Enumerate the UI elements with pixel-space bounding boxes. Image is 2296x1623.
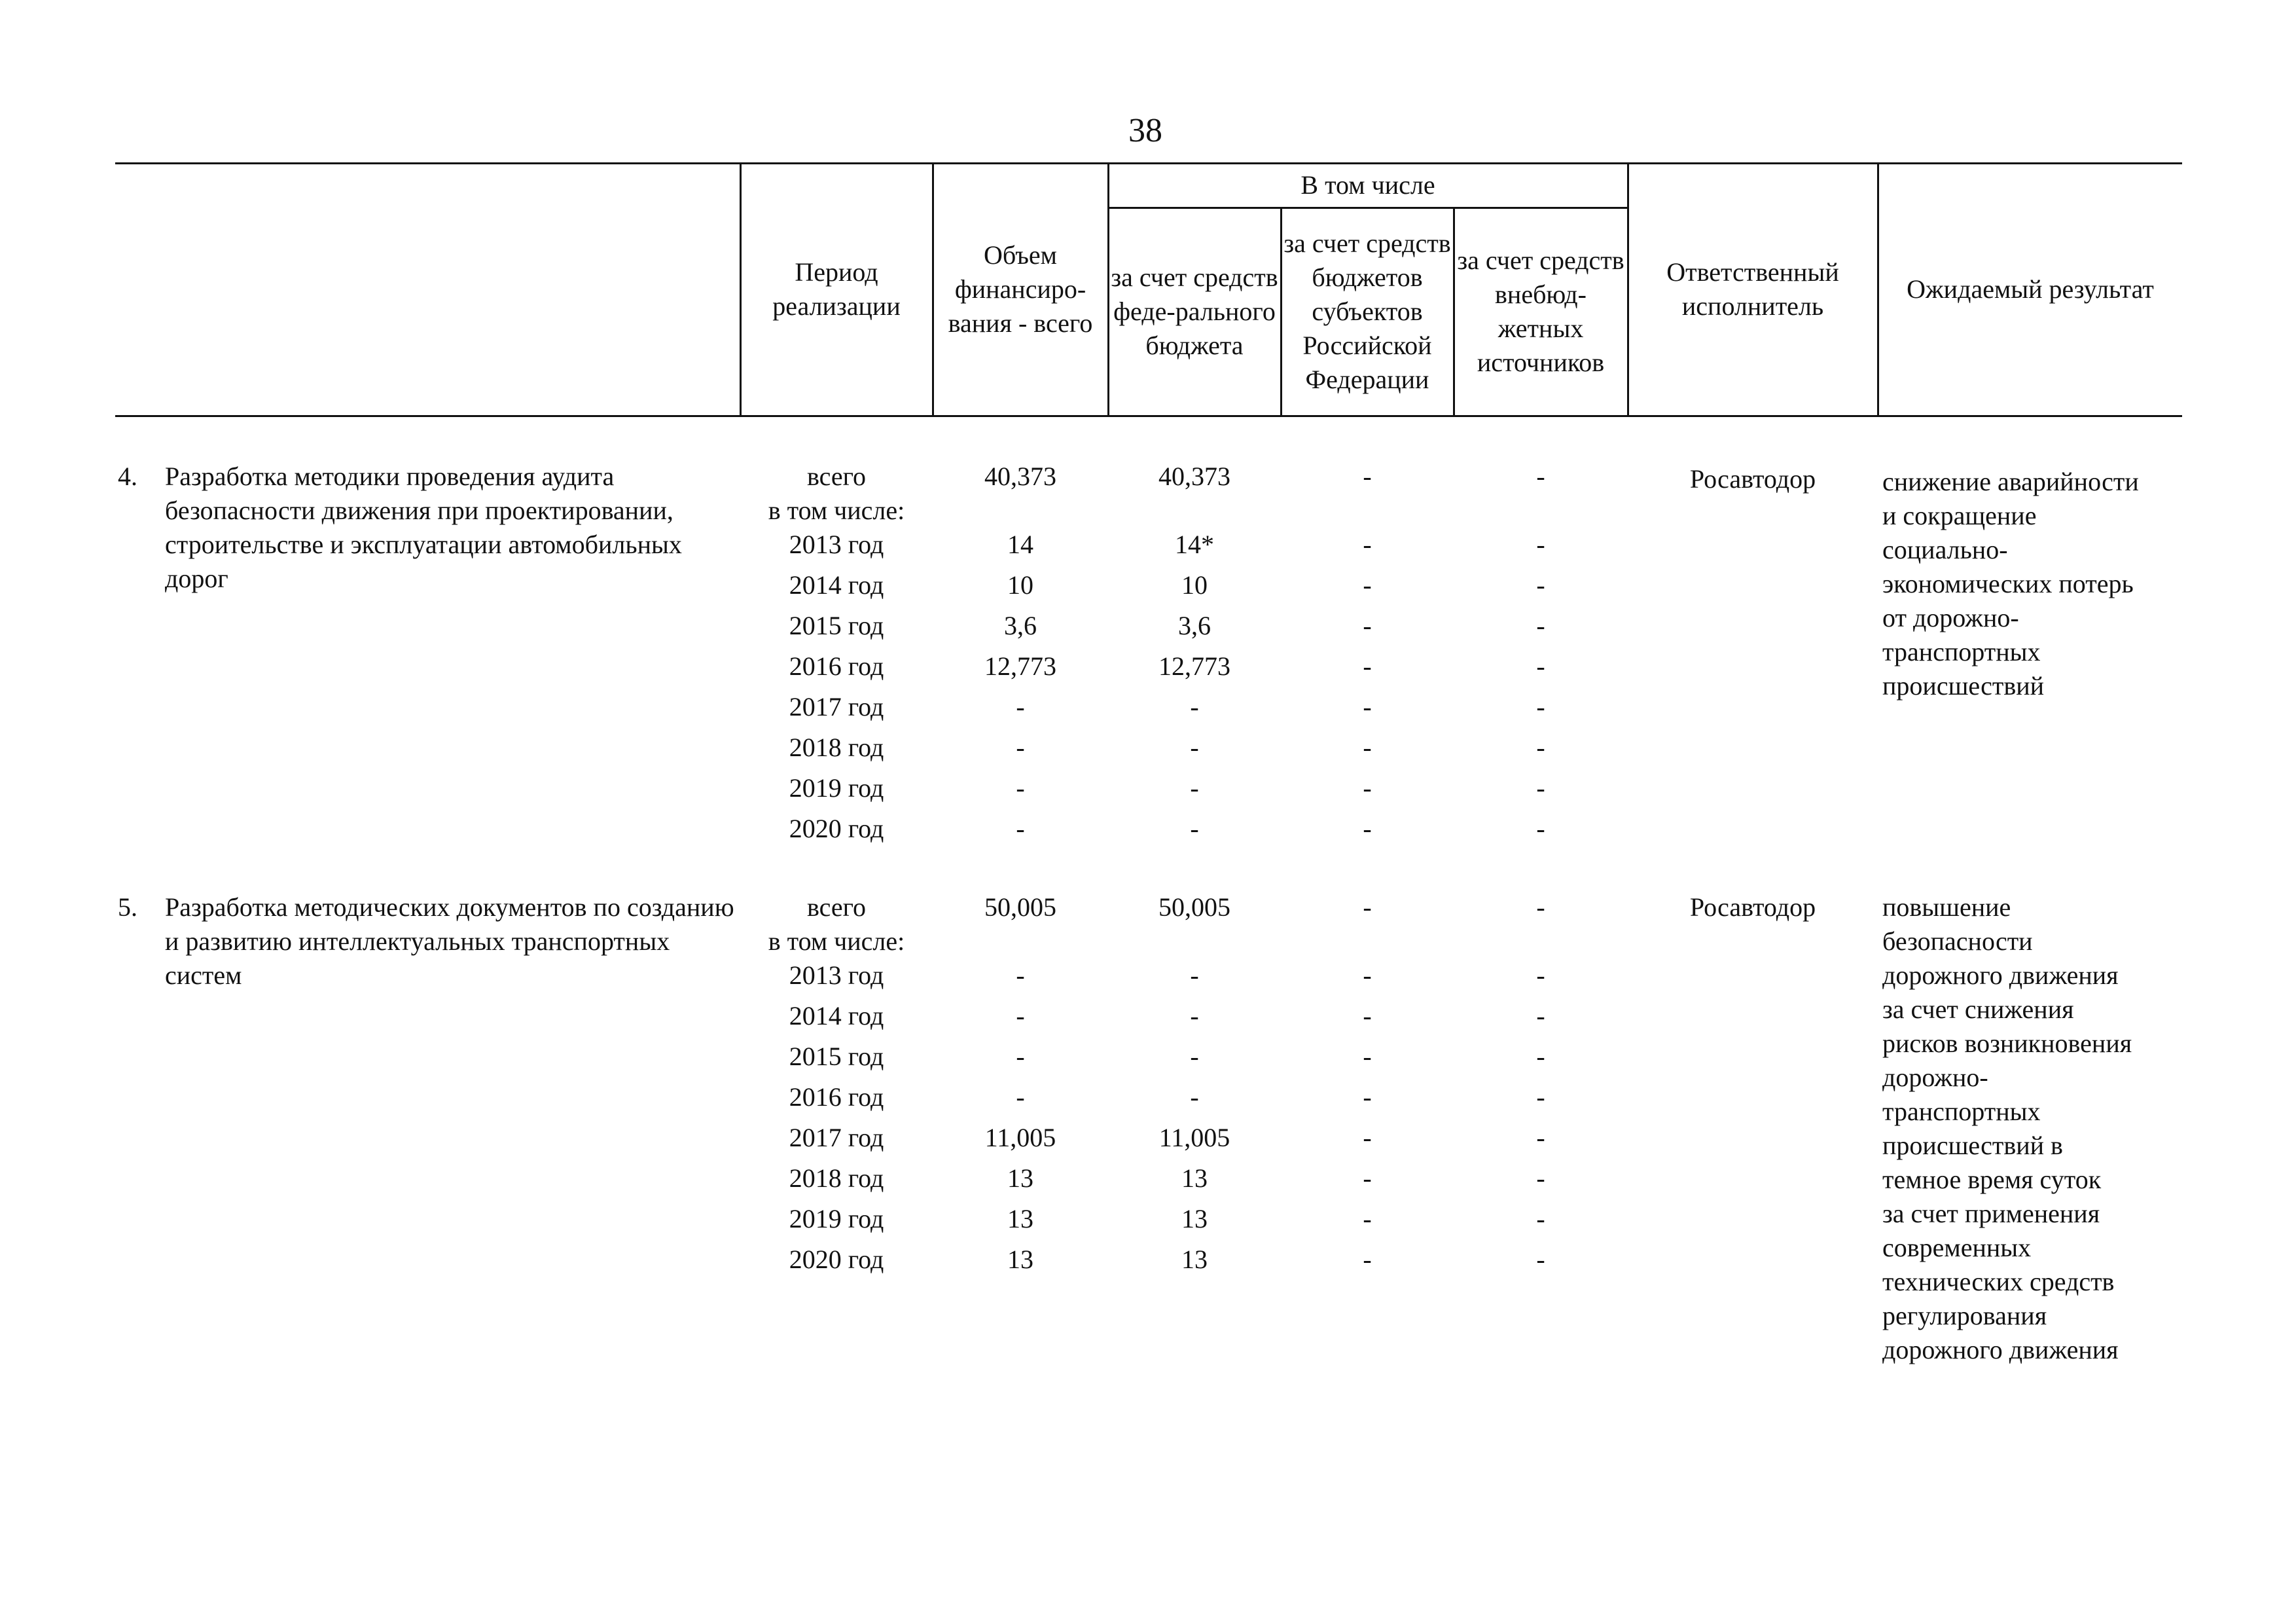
total-cell: 50,005 bbox=[984, 892, 1056, 922]
section-title: Разработка методики проведения аудита безопасности движения при проектировании, строительстве и эксплуатации автомобильных дорог bbox=[165, 462, 682, 593]
result-line: снижение аварийности bbox=[1882, 467, 2139, 496]
result-line: дорожного движения bbox=[1882, 1335, 2119, 1364]
regional-cell: - bbox=[1363, 1245, 1372, 1274]
regional-cell: - bbox=[1363, 892, 1372, 922]
extra-cell: - bbox=[1536, 814, 1545, 843]
regional-cell: - bbox=[1363, 651, 1372, 681]
federal-cell: 12,773 bbox=[1158, 651, 1230, 681]
result-line: транспортных bbox=[1882, 637, 2041, 666]
total-cell: - bbox=[1016, 1042, 1025, 1071]
result-line: происшествий в bbox=[1882, 1131, 2063, 1160]
extra-cell: - bbox=[1536, 892, 1545, 922]
col-divider-7 bbox=[1877, 164, 1879, 416]
extra-cell: - bbox=[1536, 733, 1545, 762]
period-cell: 2018 год bbox=[789, 1163, 884, 1193]
federal-cell: 13 bbox=[1181, 1163, 1208, 1193]
federal-cell: 13 bbox=[1181, 1245, 1208, 1274]
extra-cell: - bbox=[1536, 1123, 1545, 1152]
period-cell: 2015 год bbox=[789, 1042, 884, 1071]
period-cell: 2020 год bbox=[789, 1245, 884, 1274]
result-line: и сокращение bbox=[1882, 501, 2037, 530]
federal-cell: - bbox=[1190, 1042, 1199, 1071]
extra-cell: - bbox=[1536, 692, 1545, 721]
table-row bbox=[0, 1080, 2296, 1121]
extra-cell: - bbox=[1536, 1245, 1545, 1274]
col-divider-4 bbox=[1280, 208, 1282, 416]
result-line: происшествий bbox=[1882, 671, 2045, 701]
col-divider-1 bbox=[740, 164, 742, 416]
total-cell: 11,005 bbox=[984, 1123, 1056, 1152]
period-cell: 2018 год bbox=[789, 733, 884, 762]
total-cell: - bbox=[1016, 773, 1025, 803]
federal-cell: 50,005 bbox=[1158, 892, 1230, 922]
extra-cell: - bbox=[1536, 1042, 1545, 1071]
table-row bbox=[0, 649, 2296, 690]
col-divider-5 bbox=[1453, 208, 1455, 416]
header-executor: Ответственный исполнитель bbox=[1666, 257, 1839, 321]
table-row bbox=[0, 958, 2296, 999]
total-cell: 10 bbox=[1007, 570, 1033, 600]
period-cell: всего bbox=[806, 892, 867, 922]
federal-cell: 11,005 bbox=[1158, 1123, 1230, 1152]
total-cell: - bbox=[1016, 814, 1025, 843]
table-row bbox=[0, 528, 2296, 568]
regional-cell: - bbox=[1363, 570, 1372, 600]
table-row bbox=[0, 1243, 2296, 1283]
total-cell: - bbox=[1016, 1001, 1025, 1030]
regional-cell: - bbox=[1363, 814, 1372, 843]
extra-cell: - bbox=[1536, 611, 1545, 640]
header-total: Объем финансиро-вания - всего bbox=[948, 240, 1093, 338]
federal-cell: - bbox=[1190, 1082, 1199, 1112]
result-line: транспортных bbox=[1882, 1097, 2041, 1126]
period-cell: 2013 год bbox=[789, 960, 884, 990]
result-line: повышение bbox=[1882, 892, 2011, 922]
section-number: 5. bbox=[118, 892, 137, 922]
regional-cell: - bbox=[1363, 611, 1372, 640]
total-cell: - bbox=[1016, 733, 1025, 762]
executor: Росавтодор bbox=[1689, 892, 1816, 922]
result-line: экономических потерь bbox=[1882, 569, 2134, 598]
regional-cell: - bbox=[1363, 1001, 1372, 1030]
result-line: дорожно- bbox=[1882, 1063, 1988, 1092]
section-number: 4. bbox=[118, 462, 137, 491]
federal-cell: - bbox=[1190, 733, 1199, 762]
period-cell: 2019 год bbox=[789, 1204, 884, 1233]
federal-cell: 3,6 bbox=[1178, 611, 1211, 640]
total-cell: 14 bbox=[1007, 530, 1033, 559]
federal-cell: 10 bbox=[1181, 570, 1208, 600]
col-divider-6 bbox=[1627, 164, 1629, 416]
total-cell: 13 bbox=[1007, 1204, 1033, 1233]
header-including: В том числе bbox=[1300, 170, 1435, 200]
total-cell: 13 bbox=[1007, 1163, 1033, 1193]
total-cell: 3,6 bbox=[1004, 611, 1037, 640]
header-federal: за счет средств феде-рального бюджета bbox=[1111, 263, 1278, 360]
period-cell: в том числе: bbox=[768, 496, 905, 525]
federal-cell: 14* bbox=[1175, 530, 1214, 559]
including-rule bbox=[1107, 207, 1627, 209]
extra-cell: - bbox=[1536, 960, 1545, 990]
extra-cell: - bbox=[1536, 570, 1545, 600]
table-row bbox=[0, 999, 2296, 1040]
extra-cell: - bbox=[1536, 1001, 1545, 1030]
extra-cell: - bbox=[1536, 530, 1545, 559]
period-cell: 2015 год bbox=[789, 611, 884, 640]
result-line: безопасности bbox=[1882, 926, 2033, 956]
period-cell: 2016 год bbox=[789, 651, 884, 681]
period-cell: 2019 год bbox=[789, 773, 884, 803]
regional-cell: - bbox=[1363, 462, 1372, 491]
federal-cell: - bbox=[1190, 1001, 1199, 1030]
period-cell: 2014 год bbox=[789, 1001, 884, 1030]
period-cell: 2016 год bbox=[789, 1082, 884, 1112]
table-row bbox=[0, 812, 2296, 852]
table-row bbox=[0, 568, 2296, 609]
regional-cell: - bbox=[1363, 733, 1372, 762]
col-divider-2 bbox=[932, 164, 934, 416]
federal-cell: - bbox=[1190, 773, 1199, 803]
table-row bbox=[0, 690, 2296, 731]
result-line: за счет снижения bbox=[1882, 994, 2074, 1024]
period-cell: 2014 год bbox=[789, 570, 884, 600]
extra-cell: - bbox=[1536, 773, 1545, 803]
section-title: Разработка методических документов по созданию и развитию интеллектуальных транспортных систем bbox=[165, 892, 734, 990]
regional-cell: - bbox=[1363, 1163, 1372, 1193]
regional-cell: - bbox=[1363, 530, 1372, 559]
result-line: рисков возникновения bbox=[1882, 1029, 2132, 1058]
regional-cell: - bbox=[1363, 1082, 1372, 1112]
page-number: 38 bbox=[1128, 112, 1162, 149]
extra-cell: - bbox=[1536, 1082, 1545, 1112]
regional-cell: - bbox=[1363, 1042, 1372, 1071]
header-result: Ожидаемый результат bbox=[1907, 274, 2154, 304]
regional-cell: - bbox=[1363, 960, 1372, 990]
regional-cell: - bbox=[1363, 692, 1372, 721]
regional-cell: - bbox=[1363, 1204, 1372, 1233]
period-cell: 2017 год bbox=[789, 1123, 884, 1152]
total-cell: - bbox=[1016, 960, 1025, 990]
federal-cell: - bbox=[1190, 692, 1199, 721]
extra-cell: - bbox=[1536, 1163, 1545, 1193]
result-line: дорожного движения bbox=[1882, 960, 2119, 990]
total-cell: 40,373 bbox=[984, 462, 1056, 491]
regional-cell: - bbox=[1363, 773, 1372, 803]
table-row bbox=[0, 731, 2296, 771]
period-cell: 2013 год bbox=[789, 530, 884, 559]
table-row bbox=[0, 771, 2296, 812]
executor: Росавтодор bbox=[1689, 464, 1816, 494]
period-cell: 2020 год bbox=[789, 814, 884, 843]
header-regional: за счет средств бюджетов субъектов Российской Федерации bbox=[1283, 228, 1451, 394]
result-line: современных bbox=[1882, 1233, 2032, 1262]
table-row bbox=[0, 1202, 2296, 1243]
federal-cell: - bbox=[1190, 960, 1199, 990]
result-line: социально- bbox=[1882, 535, 2008, 564]
table-row bbox=[0, 1161, 2296, 1202]
federal-cell: 13 bbox=[1181, 1204, 1208, 1233]
table-row bbox=[0, 1121, 2296, 1161]
result-line: технических средств bbox=[1882, 1267, 2115, 1296]
period-cell: всего bbox=[806, 462, 867, 491]
header-top-rule bbox=[115, 162, 2182, 164]
header-bottom-rule bbox=[115, 415, 2182, 417]
total-cell: - bbox=[1016, 1082, 1025, 1112]
extra-cell: - bbox=[1536, 1204, 1545, 1233]
period-cell: 2017 год bbox=[789, 692, 884, 721]
federal-cell: 40,373 bbox=[1158, 462, 1230, 491]
extra-cell: - bbox=[1536, 462, 1545, 491]
table-row bbox=[0, 609, 2296, 649]
result-line: от дорожно- bbox=[1882, 603, 2019, 632]
result-line: за счет применения bbox=[1882, 1199, 2100, 1228]
regional-cell: - bbox=[1363, 1123, 1372, 1152]
extra-cell: - bbox=[1536, 651, 1545, 681]
table-row bbox=[0, 1040, 2296, 1080]
total-cell: 12,773 bbox=[984, 651, 1056, 681]
federal-cell: - bbox=[1190, 814, 1199, 843]
col-divider-3 bbox=[1107, 164, 1109, 416]
header-extrabudget: за счет средств внебюд-жетных источников bbox=[1457, 246, 1624, 377]
header-period: Период реализации bbox=[772, 257, 901, 321]
total-cell: 13 bbox=[1007, 1245, 1033, 1274]
result-line: темное время суток bbox=[1882, 1165, 2102, 1194]
result-line: регулирования bbox=[1882, 1301, 2047, 1330]
period-cell: в том числе: bbox=[768, 926, 905, 956]
total-cell: - bbox=[1016, 692, 1025, 721]
